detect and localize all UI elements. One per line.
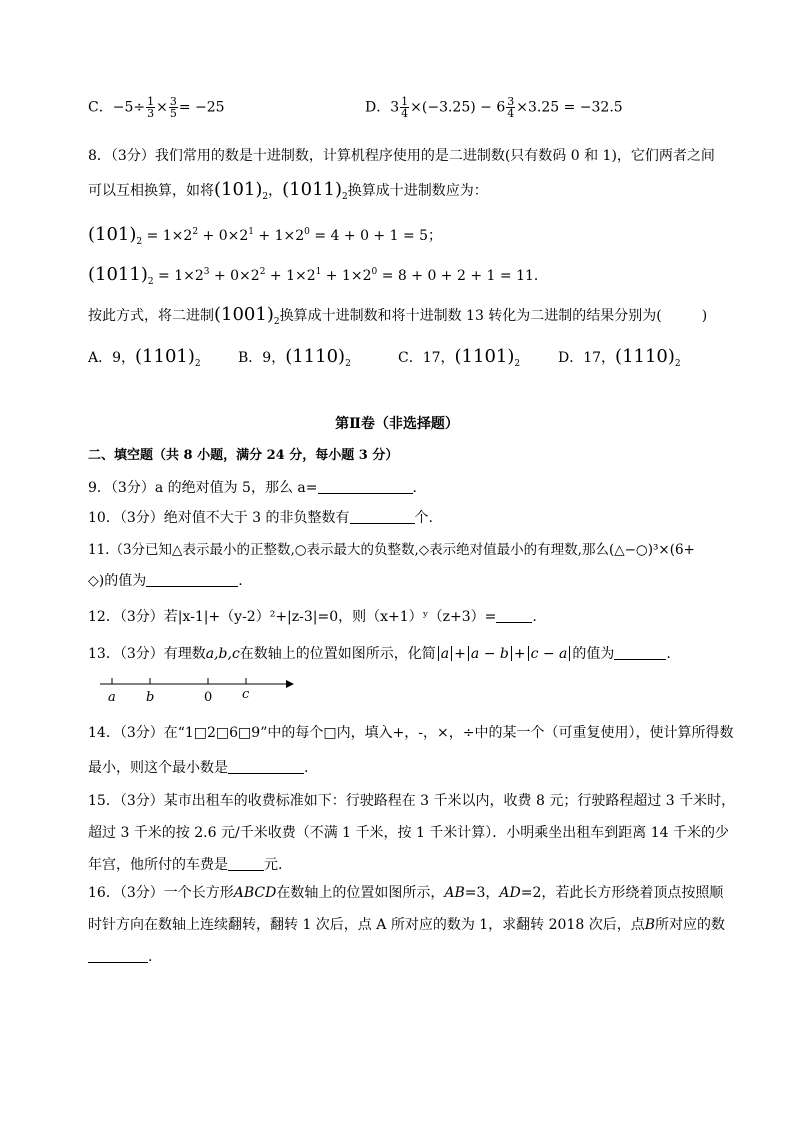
math-vars: a,b,c: [205, 646, 240, 662]
text: .: [148, 949, 153, 965]
label-b: b: [146, 690, 155, 705]
math-expr: a − b: [470, 646, 509, 662]
subscript: 2: [194, 359, 201, 369]
denominator: 5: [169, 107, 177, 120]
text: .: [532, 609, 537, 625]
q8-option-d: [558, 347, 681, 374]
fraction: [169, 96, 178, 119]
number-line-figure: [98, 674, 298, 706]
abs-bar: [569, 646, 570, 661]
binary-number: (1110): [615, 346, 675, 367]
answer-blank: [228, 759, 304, 774]
binary-number: (1110): [285, 346, 346, 367]
q8-equation-1: [88, 222, 442, 252]
math-text: ×(−3.25) − 6: [410, 99, 506, 116]
label-c: c: [242, 687, 250, 702]
superscript: 1: [315, 267, 322, 277]
math-expr: c − a: [530, 646, 568, 662]
option-label: D．: [365, 99, 391, 116]
question-text: ◇)的值为: [88, 573, 147, 589]
math-var: ABCD: [233, 885, 277, 901]
superscript: 3: [203, 267, 210, 277]
q10: [88, 508, 433, 528]
subscript: 2: [262, 192, 269, 202]
q14-line2: [88, 758, 308, 778]
answer-blank: [88, 948, 148, 963]
label-a: a: [108, 690, 116, 705]
question-text: 16．（3分）一个长方形: [88, 885, 234, 901]
math-text: +: [513, 646, 526, 662]
text: ，: [268, 183, 283, 199]
text: + 1×2: [253, 228, 305, 244]
abs-bar: [511, 646, 512, 661]
section-heading: 二、填空题（共 8 小题，满分 24 分，每小题 3 分）: [88, 448, 399, 463]
q8-option-b: [238, 347, 351, 374]
text: + 0×2: [209, 268, 260, 284]
subscript: 2: [147, 277, 154, 287]
q7-option-d: [365, 96, 623, 119]
question-text: 13．（3分）有理数: [88, 646, 206, 662]
question-text: 所对应的数: [655, 917, 725, 933]
text: 换算成十进制数应为：: [347, 183, 488, 199]
text: = 1×2: [142, 228, 193, 244]
q8-line2: [88, 180, 488, 207]
numerator: 1: [147, 95, 155, 108]
text: ): [701, 308, 708, 324]
text: + 1×2: [321, 268, 372, 284]
subscript: 2: [342, 192, 348, 202]
option-label: C．17，: [398, 350, 455, 366]
binary-number: (101): [214, 179, 263, 200]
math-text: ×3.25 = −32.5: [516, 99, 623, 116]
text: = 4 + 0 + 1 = 5；: [309, 228, 443, 244]
answer-blank: [146, 572, 238, 587]
arrow-head-icon: [286, 680, 294, 688]
q7-option-c: [88, 96, 225, 119]
answer-blank: [614, 645, 666, 660]
question-text: 在数轴上的位置如图所示，: [276, 885, 445, 901]
text: 个.: [414, 510, 433, 526]
text: .: [412, 480, 417, 496]
binary-number: (1101): [135, 346, 195, 367]
subscript: 2: [674, 359, 681, 369]
text: .: [304, 760, 309, 776]
q15-line2: 超过 3 千米的按 2.6 元/千米收费（不满 1 千米，按 1 千米计算）．小明乘坐出租车到距离 14 千米的少: [88, 825, 730, 841]
fraction: [146, 96, 155, 119]
abs-bar: [528, 646, 529, 661]
math-text: = −25: [178, 99, 225, 116]
q15-line1: 15．（3分）某市出租车的收费标准如下：行驶路程在 3 千米以内，收费 8 元；行驶路程超过 3 千米时，: [88, 793, 736, 809]
fraction: [506, 96, 515, 119]
abs-bar: [451, 646, 452, 661]
denominator: 3: [147, 107, 155, 120]
q8-option-a: [88, 347, 201, 374]
q16-line3: [88, 947, 152, 967]
option-label: D．17，: [558, 350, 616, 366]
abs-bar: [468, 646, 469, 661]
binary-number: (1011): [88, 264, 148, 285]
math-text: 3: [390, 99, 400, 116]
option-label: A．9，: [88, 350, 136, 366]
superscript: 0: [304, 227, 310, 237]
superscript: 2: [192, 227, 199, 237]
text: = 8 + 0 + 2 + 1 = 11．: [377, 268, 548, 284]
q8-option-c: [398, 347, 520, 374]
q11-line1: 11.（3分已知△表示最小的正整数,○表示最大的负整数,◇表示绝对值最小的有理数,那么(△−○)³×(6+: [88, 542, 695, 558]
text: 按此方式，将二进制: [88, 308, 214, 324]
q14-line1: 14．（3分）在“1□2□6□9”中的每个□内，填入+，-，×，÷中的某一个（可重复使用），使计算所得数: [88, 725, 734, 741]
math-text: ×: [156, 99, 168, 116]
question-text: 年宫，他所付的车费是: [88, 857, 228, 873]
subscript: 2: [136, 237, 143, 247]
superscript: 0: [371, 267, 378, 277]
question-text: 12．（3分）若|x-1|+（y-2）²+|z-3|=0，则（x+1）ʸ（z+3）=: [88, 609, 497, 625]
math-var: B: [644, 917, 655, 933]
text: .: [666, 646, 671, 662]
numerator: 1: [401, 95, 409, 108]
text: 元.: [264, 857, 283, 873]
question-text: 的值为: [572, 646, 615, 662]
numerator: 3: [507, 95, 515, 108]
math-text: +: [454, 646, 466, 662]
question-text: 最小，则这个最小数是: [88, 760, 228, 776]
text: .: [238, 573, 243, 589]
text: + 0×2: [198, 228, 249, 244]
answer-blank: [228, 856, 264, 871]
text: 可以互相换算，如将: [88, 183, 214, 199]
q15-line3: [88, 855, 282, 875]
question-text: 在数轴上的位置如图所示，化简: [239, 646, 436, 662]
q13: [88, 644, 671, 664]
answer-blank: [350, 509, 415, 524]
math-var: AB: [444, 885, 465, 901]
superscript: 1: [248, 227, 254, 237]
math-text: −5÷: [112, 99, 146, 116]
denominator: 4: [507, 107, 515, 120]
binary-number: (1101): [454, 346, 515, 367]
subscript: 2: [273, 317, 280, 327]
numerator: 3: [169, 95, 177, 108]
question-text: =2，若此长方形绕着顶点按照顺: [520, 885, 724, 901]
math-expr: a: [440, 646, 450, 662]
q16-line2: [88, 915, 725, 935]
binary-number: (101): [88, 224, 137, 245]
subscript: 2: [514, 359, 521, 369]
option-label: B．9，: [238, 350, 286, 366]
section-title: 第Ⅱ卷（非选择题）: [335, 416, 459, 432]
binary-number: (1011): [282, 179, 342, 200]
abs-bar: [438, 646, 439, 661]
text: = 1×2: [153, 268, 204, 284]
option-label: C．: [88, 99, 113, 116]
question-text: 10．（3分）绝对值不大于 3 的非负整数有: [88, 510, 350, 526]
math-var: AD: [499, 885, 521, 901]
text: + 1×2: [265, 268, 316, 284]
text: 换算成十进制数和将十进制数 13 转化为二进制的结果分别为(: [279, 308, 662, 324]
binary-number: (1001): [214, 304, 274, 325]
answer-blank: [496, 608, 532, 623]
q8-equation-2: [88, 262, 548, 292]
superscript: 2: [259, 267, 266, 277]
q8-question: [88, 305, 707, 332]
question-text: =3，: [464, 885, 500, 901]
q16-line1: [88, 883, 723, 903]
q8-line1: 8．（3分）我们常用的数是十进制数，计算机程序使用的是二进制数(只有数码 0 和 1)，它们两者之间: [88, 148, 715, 164]
denominator: 4: [401, 107, 409, 120]
question-text: 9．（3分）a 的绝对值为 5，那么 a=: [88, 480, 318, 496]
question-text: 时针方向在数轴上连续翻转，翻转 1 次后，点 A 所对应的数为 1，求翻转 2018 次后，点: [88, 917, 645, 933]
fraction: [400, 96, 409, 119]
q12: [88, 607, 537, 627]
subscript: 2: [345, 359, 351, 369]
label-zero: 0: [204, 690, 213, 705]
q9: [88, 478, 417, 498]
q11-line2: [88, 571, 243, 591]
answer-blank: [318, 479, 413, 494]
